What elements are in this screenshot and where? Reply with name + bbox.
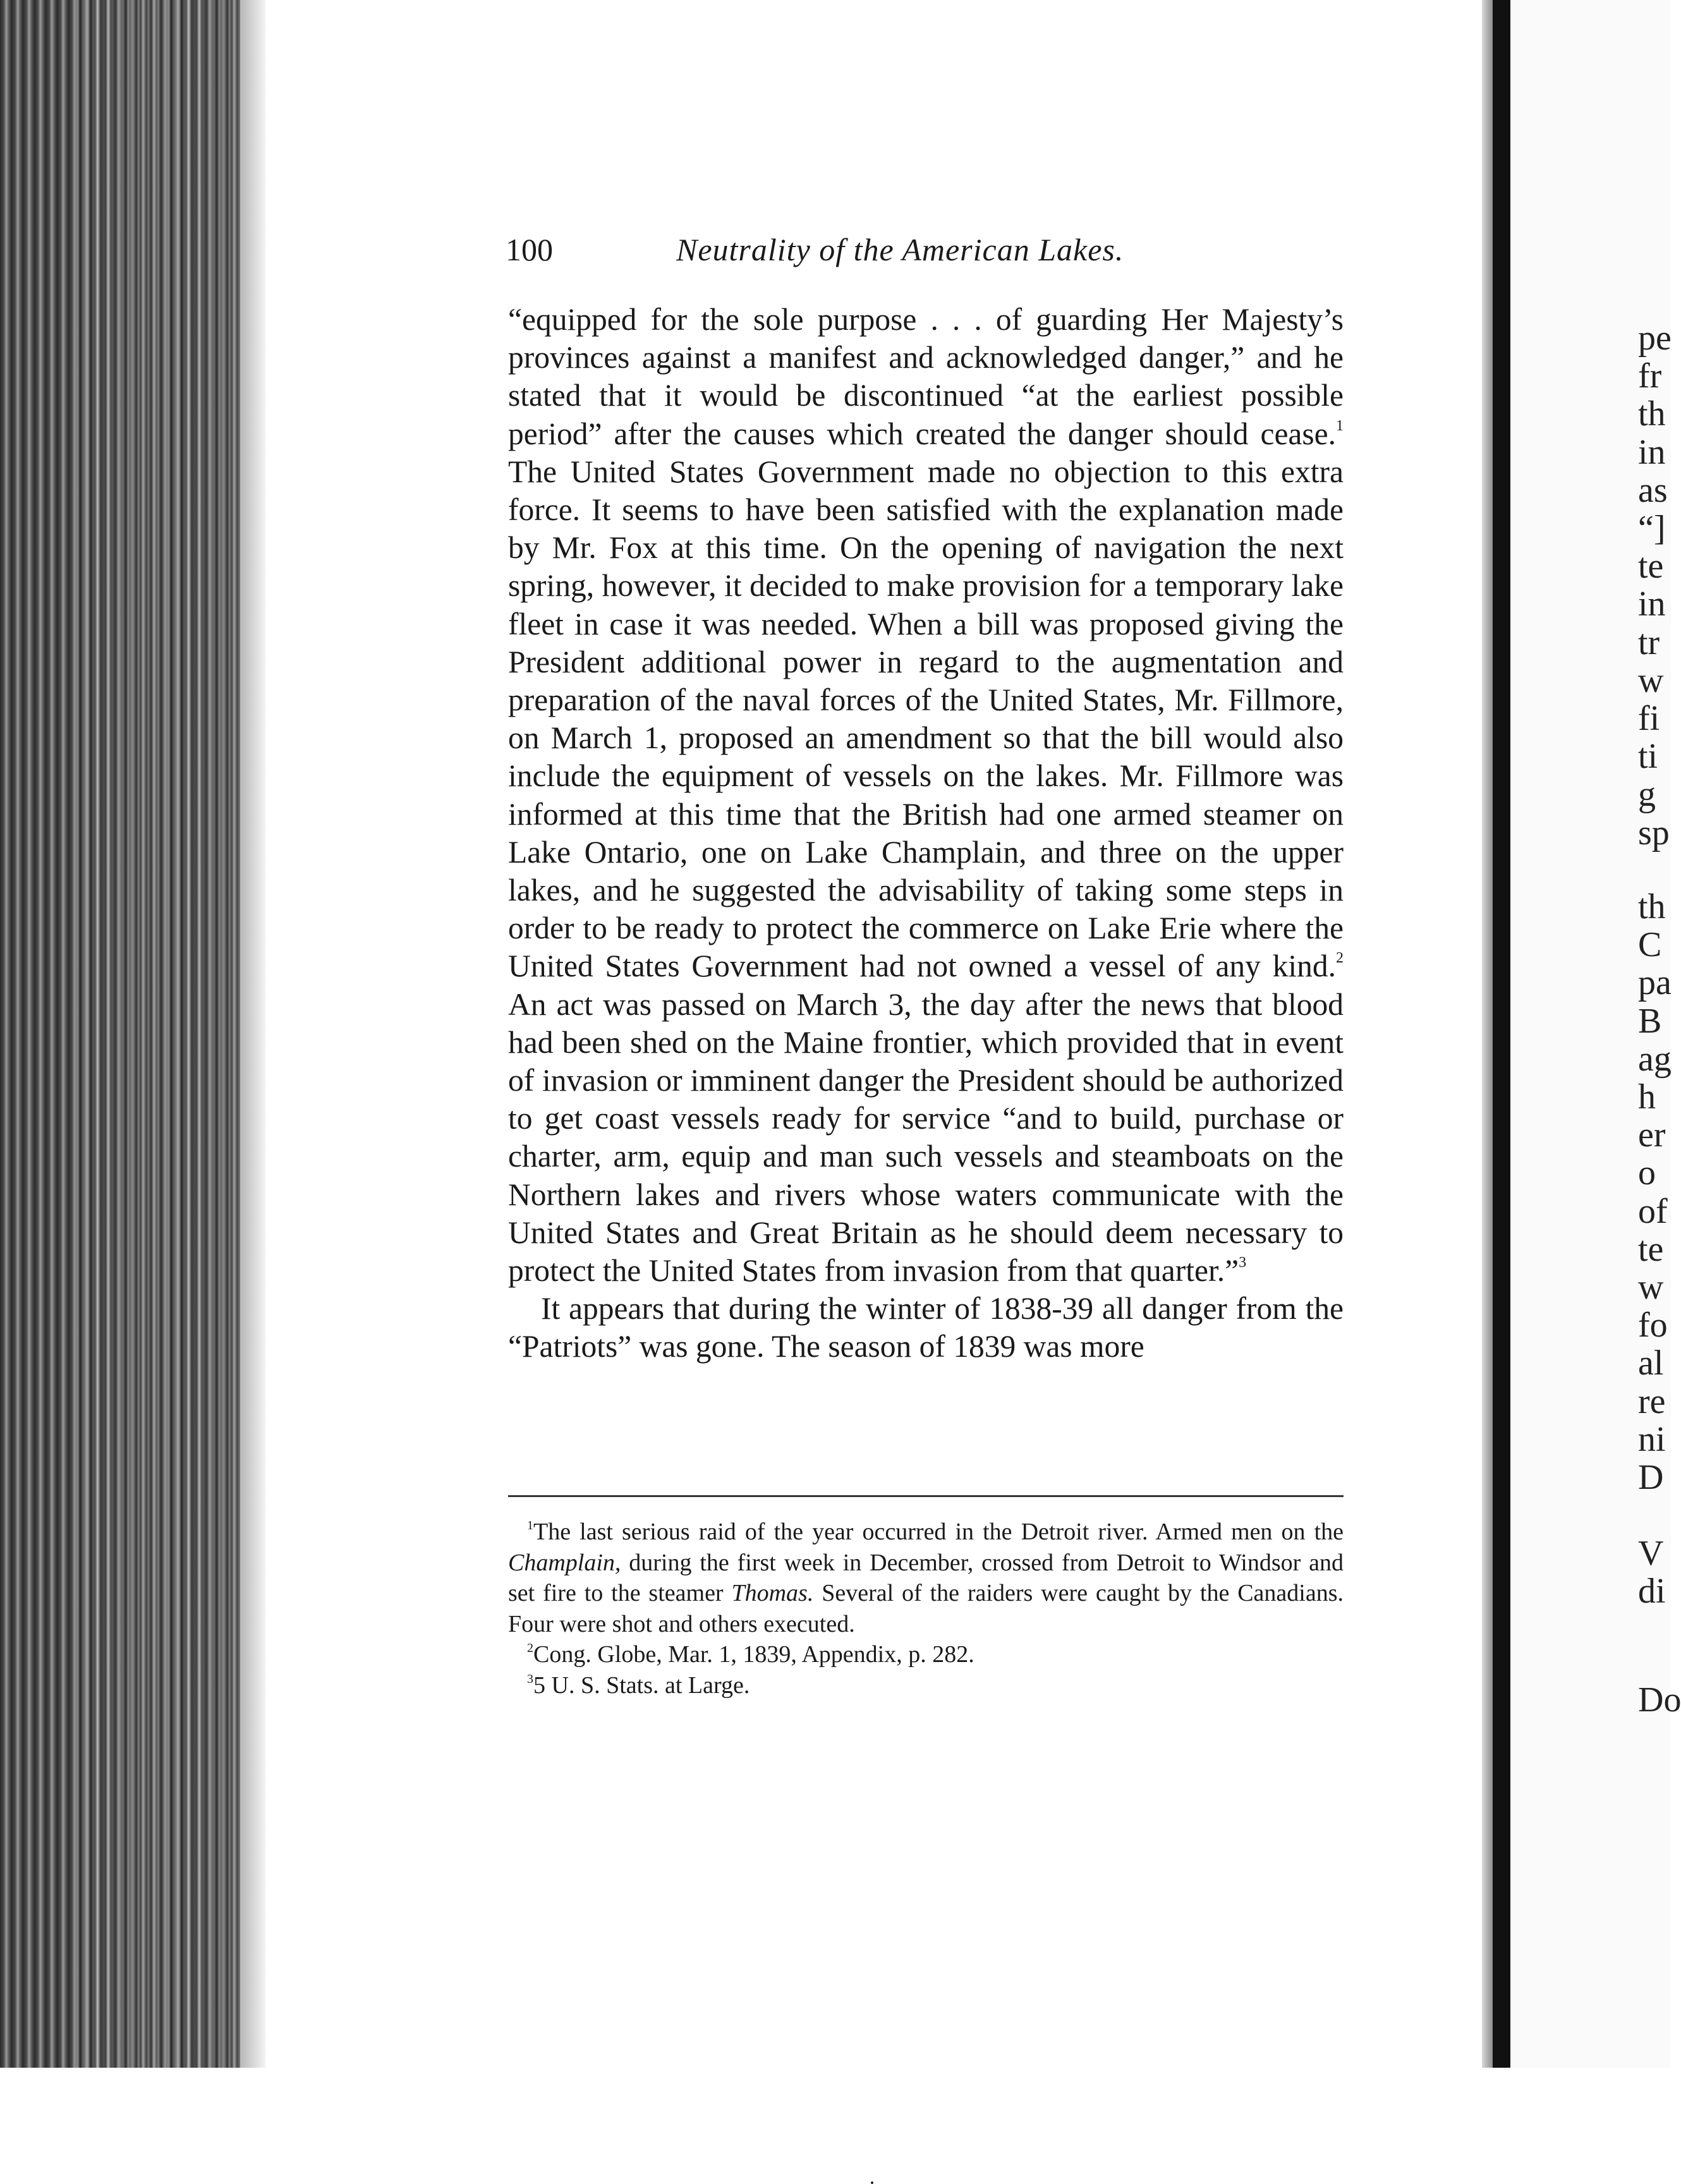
page-shadow (240, 0, 265, 2068)
facing-page-fragment: g (1638, 775, 1656, 815)
facing-page-fragment: er (1638, 1115, 1666, 1155)
facing-page-fragment: D (1638, 1458, 1664, 1497)
footnote-ref-2: 2 (1336, 950, 1344, 967)
facing-page-fragment: ti (1638, 737, 1658, 777)
facing-page-fragment: fi (1638, 699, 1660, 738)
scan-speck (871, 2181, 873, 2184)
paragraph-2: It appears that during the winter of 1838-39 all danger from the “Patriots” was gone. The season of 1839 was more (508, 1291, 1344, 1364)
facing-page-fragment: fr (1638, 356, 1662, 396)
facing-page-fragment: pa (1638, 963, 1672, 1003)
body-text (508, 301, 1344, 1366)
footnote-2: $^2$Cong. Globe, Mar. 1, 1839, Appendix, p. 282. (527, 1641, 974, 1668)
facing-page-fragment: B (1638, 1001, 1662, 1041)
facing-page-fragment: th (1638, 887, 1666, 926)
facing-page-fragment: of (1638, 1191, 1668, 1231)
facing-page-fragment: ni (1638, 1419, 1666, 1459)
book-page-edges (0, 0, 240, 2068)
facing-page-fragment: w (1638, 1268, 1664, 1307)
footnote-ref-3: 3 (1239, 1254, 1247, 1271)
footnote-ref-1: 1 (1336, 417, 1344, 434)
facing-page-fragment: C (1638, 925, 1662, 965)
facing-page-fragment: “] (1638, 509, 1666, 548)
facing-page-fragment: in (1638, 432, 1666, 472)
facing-page-fragment: w (1638, 660, 1664, 700)
footnotes (508, 1517, 1344, 1701)
facing-page-fragment: h (1638, 1077, 1656, 1117)
page-number: 100 (506, 232, 553, 267)
facing-page-fragment: o (1638, 1153, 1656, 1193)
footnote-3: $^3$5 U. S. Stats. at Large. (527, 1671, 750, 1699)
footnote-divider (508, 1495, 1344, 1497)
facing-page-fragment: fo (1638, 1306, 1668, 1345)
facing-page-fragment: as (1638, 470, 1668, 510)
facing-page-fragment: te (1638, 1229, 1664, 1269)
footnote-1: $^1$The last serious raid of the year occurred in the Detroit river. Armed men on the Champlain, during the first week in December, crossed from Detroit to Windsor and set fire to the steamer Thomas. Several of the raiders were caught by the Canadians. Four were shot and others executed. (508, 1519, 1344, 1637)
facing-page-fragment: sp (1638, 813, 1670, 852)
facing-page-fragment: th (1638, 394, 1666, 434)
facing-page-fragment: re (1638, 1381, 1666, 1421)
facing-page-fragment: al (1638, 1344, 1664, 1383)
running-head: Neutrality of the American Lakes. (676, 232, 1124, 267)
facing-page-fragment: V (1638, 1534, 1664, 1573)
facing-page-fragment: in (1638, 585, 1666, 624)
facing-page-fragment: te (1638, 547, 1664, 586)
gutter-shadow (1493, 0, 1510, 2068)
facing-page-fragment: di (1638, 1572, 1666, 1611)
facing-page-fragment: ag (1638, 1039, 1672, 1079)
paragraph-1: “equipped for the sole purpose . . . of guarding Her Majesty’s provinces against a manifest and acknowledged danger,” and he stated that it would be discontinued “at the earliest possible period” after the causes which created the danger should cease.$^1$ The United States Government made no objection to this extra force. It seems to have been satisfied with the explanation made by Mr. Fox at this time. On the opening of navigation the next spring, however, it decided to make provision for a temporary lake fleet in case it was needed. When a bill was proposed giving the President additional power in regard to the augmentation and preparation of the naval forces of the United States, Mr. Fillmore, on March 1, proposed an amendment so that the bill would also include the equipment of vessels on the lakes. Mr. Fillmore was informed at this time that the British had one armed steamer on Lake Ontario, one on Lake Champlain, and three on the upper lakes, and he suggested the advisability of taking some steps in order to be ready to protect the commerce on Lake Erie where the United States Government had not owned a vessel of any kind.$^2$ An act was passed on March 3, the day after the news that blood had been shed on the Maine frontier, which provided that in event of invasion or imminent danger the President should be authorized to get coast vessels ready for service “and to build, purchase or charter, arm, equip and man such vessels and steamboats on the Northern lakes and rivers whose waters communicate with the United States and Great Britain as he should deem necessary to protect the United States from invasion from that quarter.”$^3$ (508, 302, 1344, 1289)
page-header (506, 231, 1346, 276)
facing-page-fragment: pe (1638, 318, 1672, 358)
facing-page-fragment: Do (1638, 1680, 1681, 1720)
facing-page-fragment: tr (1638, 622, 1660, 662)
